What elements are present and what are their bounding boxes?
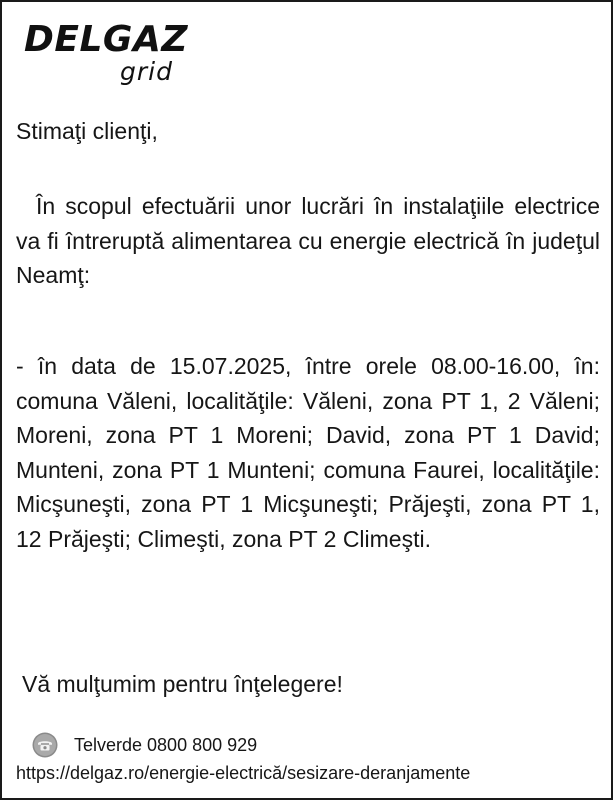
telephone-icon <box>32 732 58 758</box>
phone-contact <box>32 732 257 758</box>
outage-details: - în data de 15.07.2025, între orele 08.00-16.00, în: comuna Văleni, localităţile: Văleni, zona PT 1, 2 Văleni; Moreni, zona PT 1 Moreni; David, zona PT 1 David; Munteni, zona PT 1 Munteni; comuna Faurei, localităţile: Micşuneşti, zona PT 1 Micşuneşti; Prăjeşti, zona PT 1, 12 Prăjeşti; Climeşti, zona PT 2 Climeşti. <box>16 353 600 552</box>
greeting: Stimaţi clienţi, <box>16 118 158 144</box>
logo-sub: grid <box>120 57 173 86</box>
logo-brand: DELGAZ <box>24 19 188 60</box>
report-url-link[interactable]: https://delgaz.ro/energie-electrică/sesizare-deranjamente <box>16 763 471 783</box>
thanks-line: Vă mulţumim pentru înţelegere! <box>22 671 343 697</box>
intro-paragraph: În scopul efectuării unor lucrări în instalaţiile electrice va fi întreruptă alimentarea cu energie electrică în judeţul Neamţ: <box>16 193 600 288</box>
delgaz-grid-logo <box>24 20 189 90</box>
phone-text: Telverde 0800 800 929 <box>74 735 258 755</box>
